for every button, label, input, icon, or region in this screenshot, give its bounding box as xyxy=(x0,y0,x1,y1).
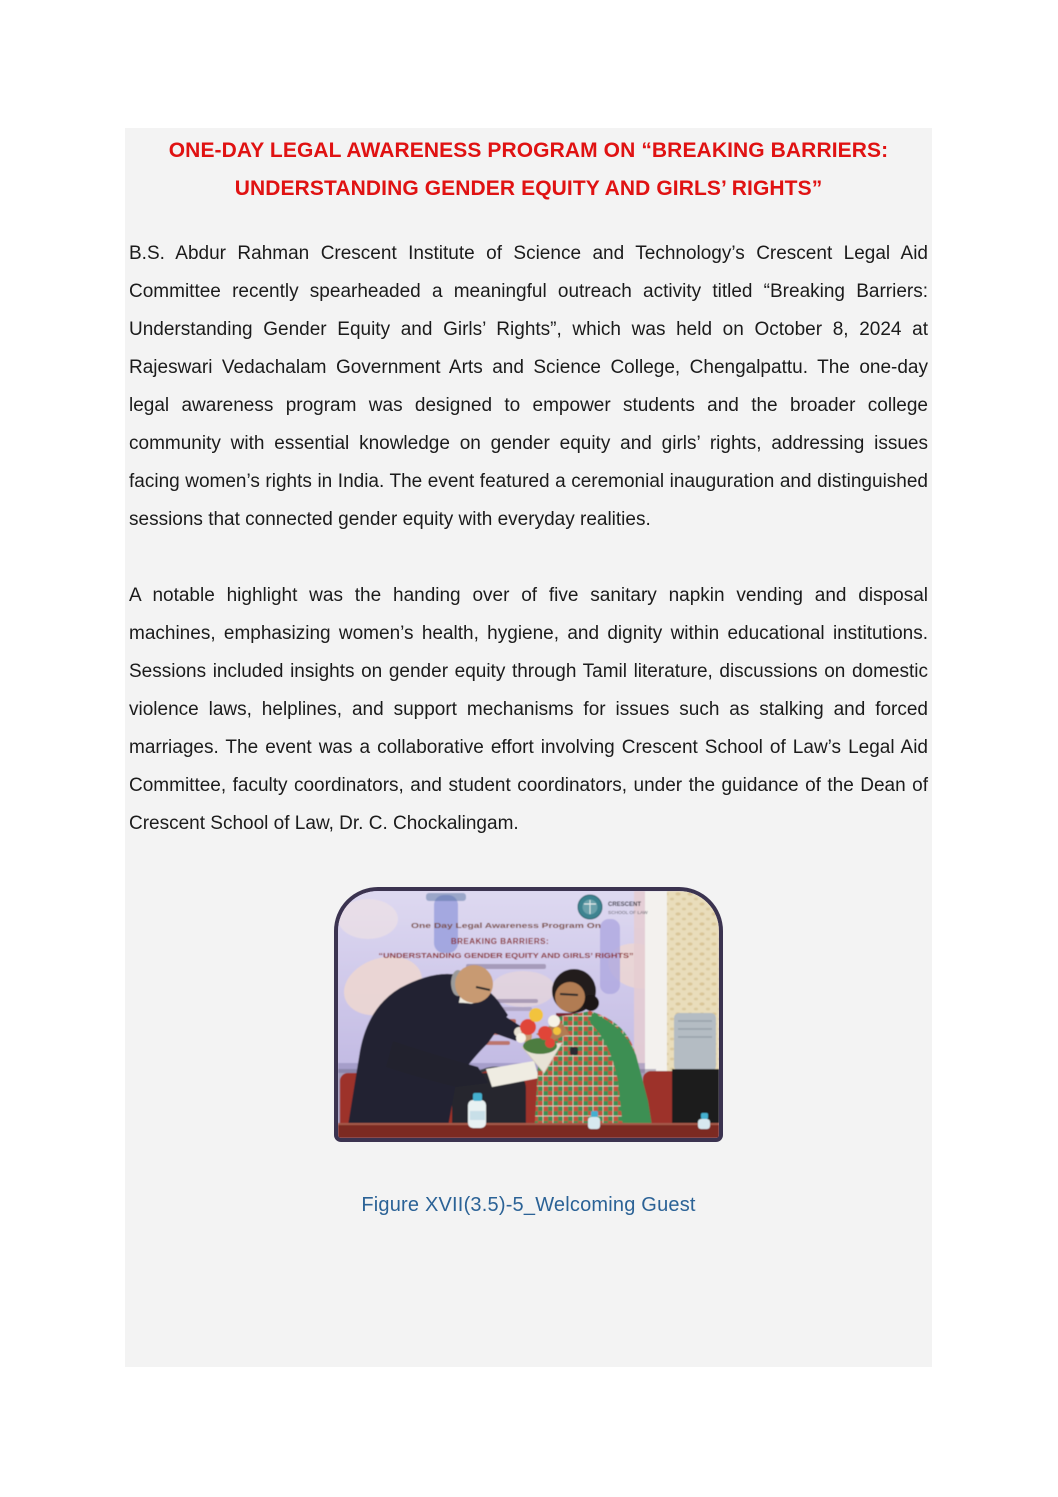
banner-line-heading: BREAKING BARRIERS: xyxy=(450,937,550,946)
logo-text-line2: SCHOOL OF LAW xyxy=(608,911,648,916)
event-photo-scene xyxy=(338,891,719,1138)
event-photo xyxy=(334,887,723,1142)
figure-caption: Figure XVII(3.5)-5_Welcoming Guest xyxy=(361,1194,696,1216)
title-line-2: UNDERSTANDING GENDER EQUITY AND GIRLS’ RIGHTS” xyxy=(234,177,823,200)
content-area xyxy=(125,128,932,1367)
logo-text-line1: CRESCENT xyxy=(608,902,642,908)
figure xyxy=(129,887,928,1217)
crescent-logo-icon xyxy=(578,895,602,919)
banner-line-program: One Day Legal Awareness Program On xyxy=(411,921,602,930)
body-paragraph-1: B.S. Abdur Rahman Crescent Institute of Science and Technology’s Crescent Legal Aid Committee recently spearheaded a meaningful outreach activity titled “Breaking Barriers: Understanding Gender Equity and Girls’ Rights”, which was held on October 8, 2024 at Rajeswari Vedachalam Government Arts and Science College, Chengalpattu. The one-day legal awareness program was designed to empower students and the broader college community with essential knowledge on gender equity and girls’ rights, addressing issues facing women’s rights in India. The event featured a ceremonial inauguration and distinguished sessions that connected gender equity with everyday realities. xyxy=(129,243,928,530)
document-title xyxy=(129,132,928,208)
title-line-1: ONE-DAY LEGAL AWARENESS PROGRAM ON “BREAKING BARRIERS: xyxy=(168,139,889,162)
banner-line-subtitle: “UNDERSTANDING GENDER EQUITY AND GIRLS’ RIGHTS” xyxy=(378,951,634,960)
body-paragraph-2: A notable highlight was the handing over of five sanitary napkin vending and disposal machines, emphasizing women’s health, hygiene, and dignity within educational institutions. Sessions included insights on gender equity through Tamil literature, discussions on domestic violence laws, helplines, and support mechanisms for issues such as stalking and forced marriages. The event was a collaborative effort involving Crescent School of Law’s Legal Aid Committee, faculty coordinators, and student coordinators, under the guidance of the Dean of Crescent School of Law, Dr. C. Chockalingam. xyxy=(129,585,928,834)
